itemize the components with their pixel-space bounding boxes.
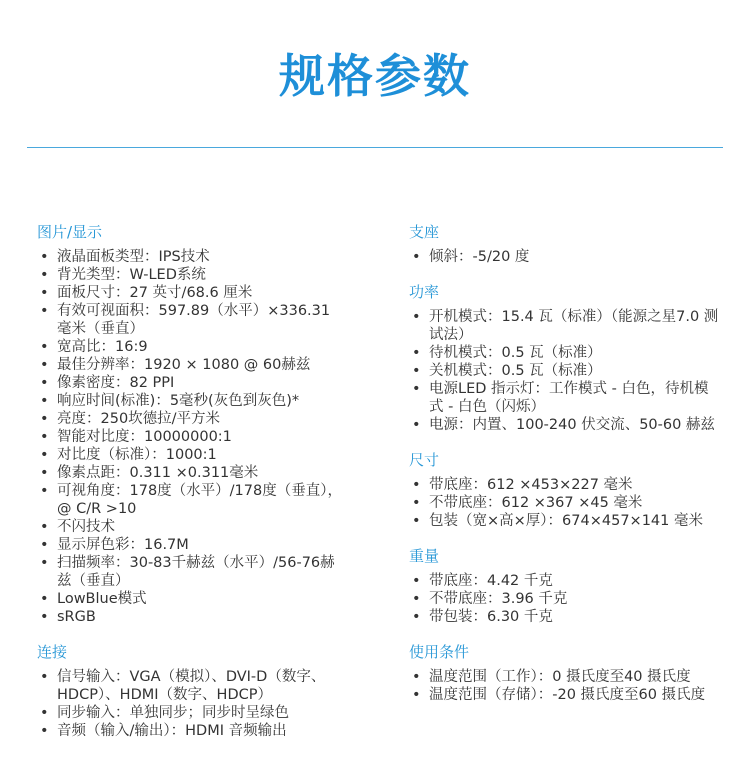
spec-item: • 带底座：4.42 千克: [409, 572, 719, 590]
spec-list: [409, 476, 719, 530]
spec-item: • 带包装：6.30 千克: [409, 608, 719, 626]
spec-list: [409, 308, 719, 434]
section-title: 使用条件: [409, 643, 470, 661]
spec-item: • 响应时间(标准)：5毫秒(灰色到灰色)*: [37, 392, 347, 410]
spec-item: • 背光类型：W-LED系统: [37, 266, 347, 284]
section-weight: [409, 546, 719, 626]
spec-list: [409, 668, 719, 704]
section-title: 功率: [409, 283, 440, 301]
spec-item: • 不闪技术: [37, 518, 347, 536]
spec-item: • 待机模式：0.5 瓦（标准）: [409, 344, 719, 362]
spec-list: [37, 668, 347, 740]
section-title: 支座: [409, 223, 440, 241]
section-power: [409, 282, 719, 434]
spec-item: • 温度范围（工作）：0 摄氏度至40 摄氏度: [409, 668, 719, 686]
page-title: 规格参数: [279, 49, 471, 103]
spec-item: • LowBlue模式: [37, 590, 347, 608]
spec-item: • 宽高比：16:9: [37, 338, 347, 356]
spec-item: • 显示屏色彩：16.7M: [37, 536, 347, 554]
section-display: [37, 222, 347, 626]
spec-item: • 扫描频率：30-83千赫兹（水平）/56-76赫兹（垂直）: [37, 554, 347, 590]
title-divider: [27, 147, 723, 148]
spec-list: [409, 248, 719, 266]
section-dimensions: [409, 450, 719, 530]
spec-item: • sRGB: [37, 608, 347, 626]
section-connectivity: [37, 642, 347, 740]
spec-item: • 开机模式：15.4 瓦（标准）（能源之星7.0 测试法）: [409, 308, 719, 344]
spec-item: • 电源：内置、100-240 伏交流、50-60 赫兹: [409, 416, 719, 434]
section-operating-conditions: [409, 642, 719, 704]
spec-item: • 不带底座：3.96 千克: [409, 590, 719, 608]
spec-item: • 带底座：612 ×453×227 毫米: [409, 476, 719, 494]
spec-item: • 可视角度：178度（水平）/178度（垂直），@ C/R >10: [37, 482, 347, 518]
spec-list: [409, 572, 719, 626]
spec-item: • 有效可视面积：597.89（水平）×336.31 毫米（垂直）: [37, 302, 347, 338]
spec-item: • 面板尺寸：27 英寸/68.6 厘米: [37, 284, 347, 302]
left-column: [37, 222, 347, 756]
spec-item: • 最佳分辨率：1920 × 1080 @ 60赫兹: [37, 356, 347, 374]
section-title: 图片/显示: [37, 223, 103, 241]
spec-list: [37, 248, 347, 626]
section-stand: [409, 222, 719, 266]
section-title: 重量: [409, 547, 440, 565]
spec-item: • 同步输入：单独同步；同步时呈绿色: [37, 704, 347, 722]
right-column: [409, 222, 719, 720]
spec-item: • 像素点距：0.311 ×0.311毫米: [37, 464, 347, 482]
section-title: 尺寸: [409, 451, 440, 469]
spec-item: • 亮度：250坎德拉/平方米: [37, 410, 347, 428]
spec-item: • 液晶面板类型：IPS技术: [37, 248, 347, 266]
spec-item: • 像素密度：82 PPI: [37, 374, 347, 392]
spec-item: • 信号输入：VGA（模拟）、DVI-D（数字、HDCP）、HDMI（数字、HDCP）: [37, 668, 347, 704]
spec-item: • 电源LED 指示灯：工作模式 - 白色，待机模式 - 白色（闪烁）: [409, 380, 719, 416]
spec-item: • 不带底座：612 ×367 ×45 毫米: [409, 494, 719, 512]
spec-item: • 倾斜：-5/20 度: [409, 248, 719, 266]
spec-item: • 温度范围（存储）：-20 摄氏度至60 摄氏度: [409, 686, 719, 704]
spec-item: • 包装（宽×高×厚）：674×457×141 毫米: [409, 512, 719, 530]
section-title: 连接: [37, 643, 68, 661]
spec-item: • 关机模式：0.5 瓦（标准）: [409, 362, 719, 380]
spec-item: • 对比度（标准）：1000:1: [37, 446, 347, 464]
spec-item: • 智能对比度：10000000:1: [37, 428, 347, 446]
spec-item: • 音频（输入/输出）：HDMI 音频输出: [37, 722, 347, 740]
